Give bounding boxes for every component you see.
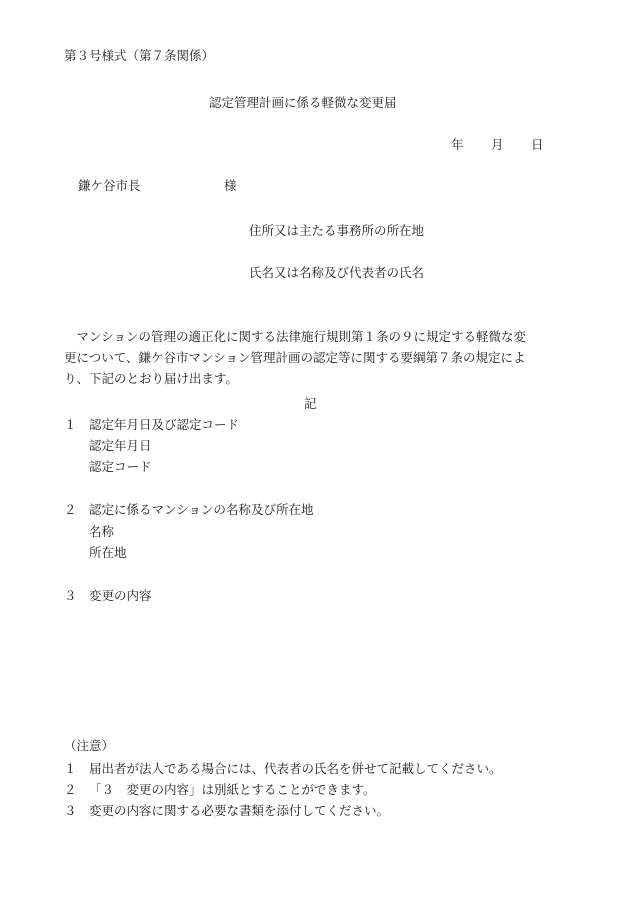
date-month: 月 [491, 137, 504, 152]
item-sub: 認定コード [89, 459, 152, 474]
item-number: １ [64, 417, 77, 432]
addressee-honorific: 様 [224, 178, 237, 193]
body-line: マンションの管理の適正化に関する法律施行規則第１条の９に規定する軽微な変 [64, 329, 526, 344]
applicant-address-label: 住所又は主たる事務所の所在地 [249, 223, 425, 238]
note-text: 届出者が法人である場合には、代表者の氏名を併せて記載してください。 [89, 761, 502, 776]
note-number: ３ [64, 803, 77, 818]
date-year: 年 [451, 137, 464, 152]
item-sub: 名称 [89, 524, 115, 539]
note-number: ２ [64, 782, 77, 797]
document-title: 認定管理計画に係る軽微な変更届 [209, 95, 397, 110]
item-sub: 認定年月日 [89, 438, 152, 453]
item-label: 認定に係るマンションの名称及び所在地 [89, 502, 314, 517]
item-number: ３ [64, 588, 77, 603]
note-text: 変更の内容に関する必要な書類を添付してください。 [89, 803, 390, 818]
note-number: １ [64, 761, 77, 776]
item-sub: 所在地 [89, 545, 127, 560]
body-line: り、下記のとおり届け出ます。 [64, 371, 239, 386]
applicant-name-label: 氏名又は名称及び代表者の氏名 [249, 265, 425, 280]
body-line: 更について、鎌ケ谷市マンション管理計画の認定等に関する要綱第７条の規定によ [64, 350, 526, 365]
item-label: 変更の内容 [89, 588, 152, 603]
form-number: 第３号様式（第７条関係） [64, 48, 215, 63]
notes-heading: （注意） [64, 738, 115, 753]
date-day: 日 [531, 137, 544, 152]
body-paragraph [64, 326, 574, 389]
ki-heading: 記 [304, 396, 317, 411]
addressee-mayor: 鎌ケ谷市長 [78, 178, 141, 193]
note-text: 「３ 変更の内容」は別紙とすることができます。 [89, 782, 376, 797]
item-label: 認定年月日及び認定コード [89, 417, 240, 432]
item-number: ２ [64, 502, 77, 517]
